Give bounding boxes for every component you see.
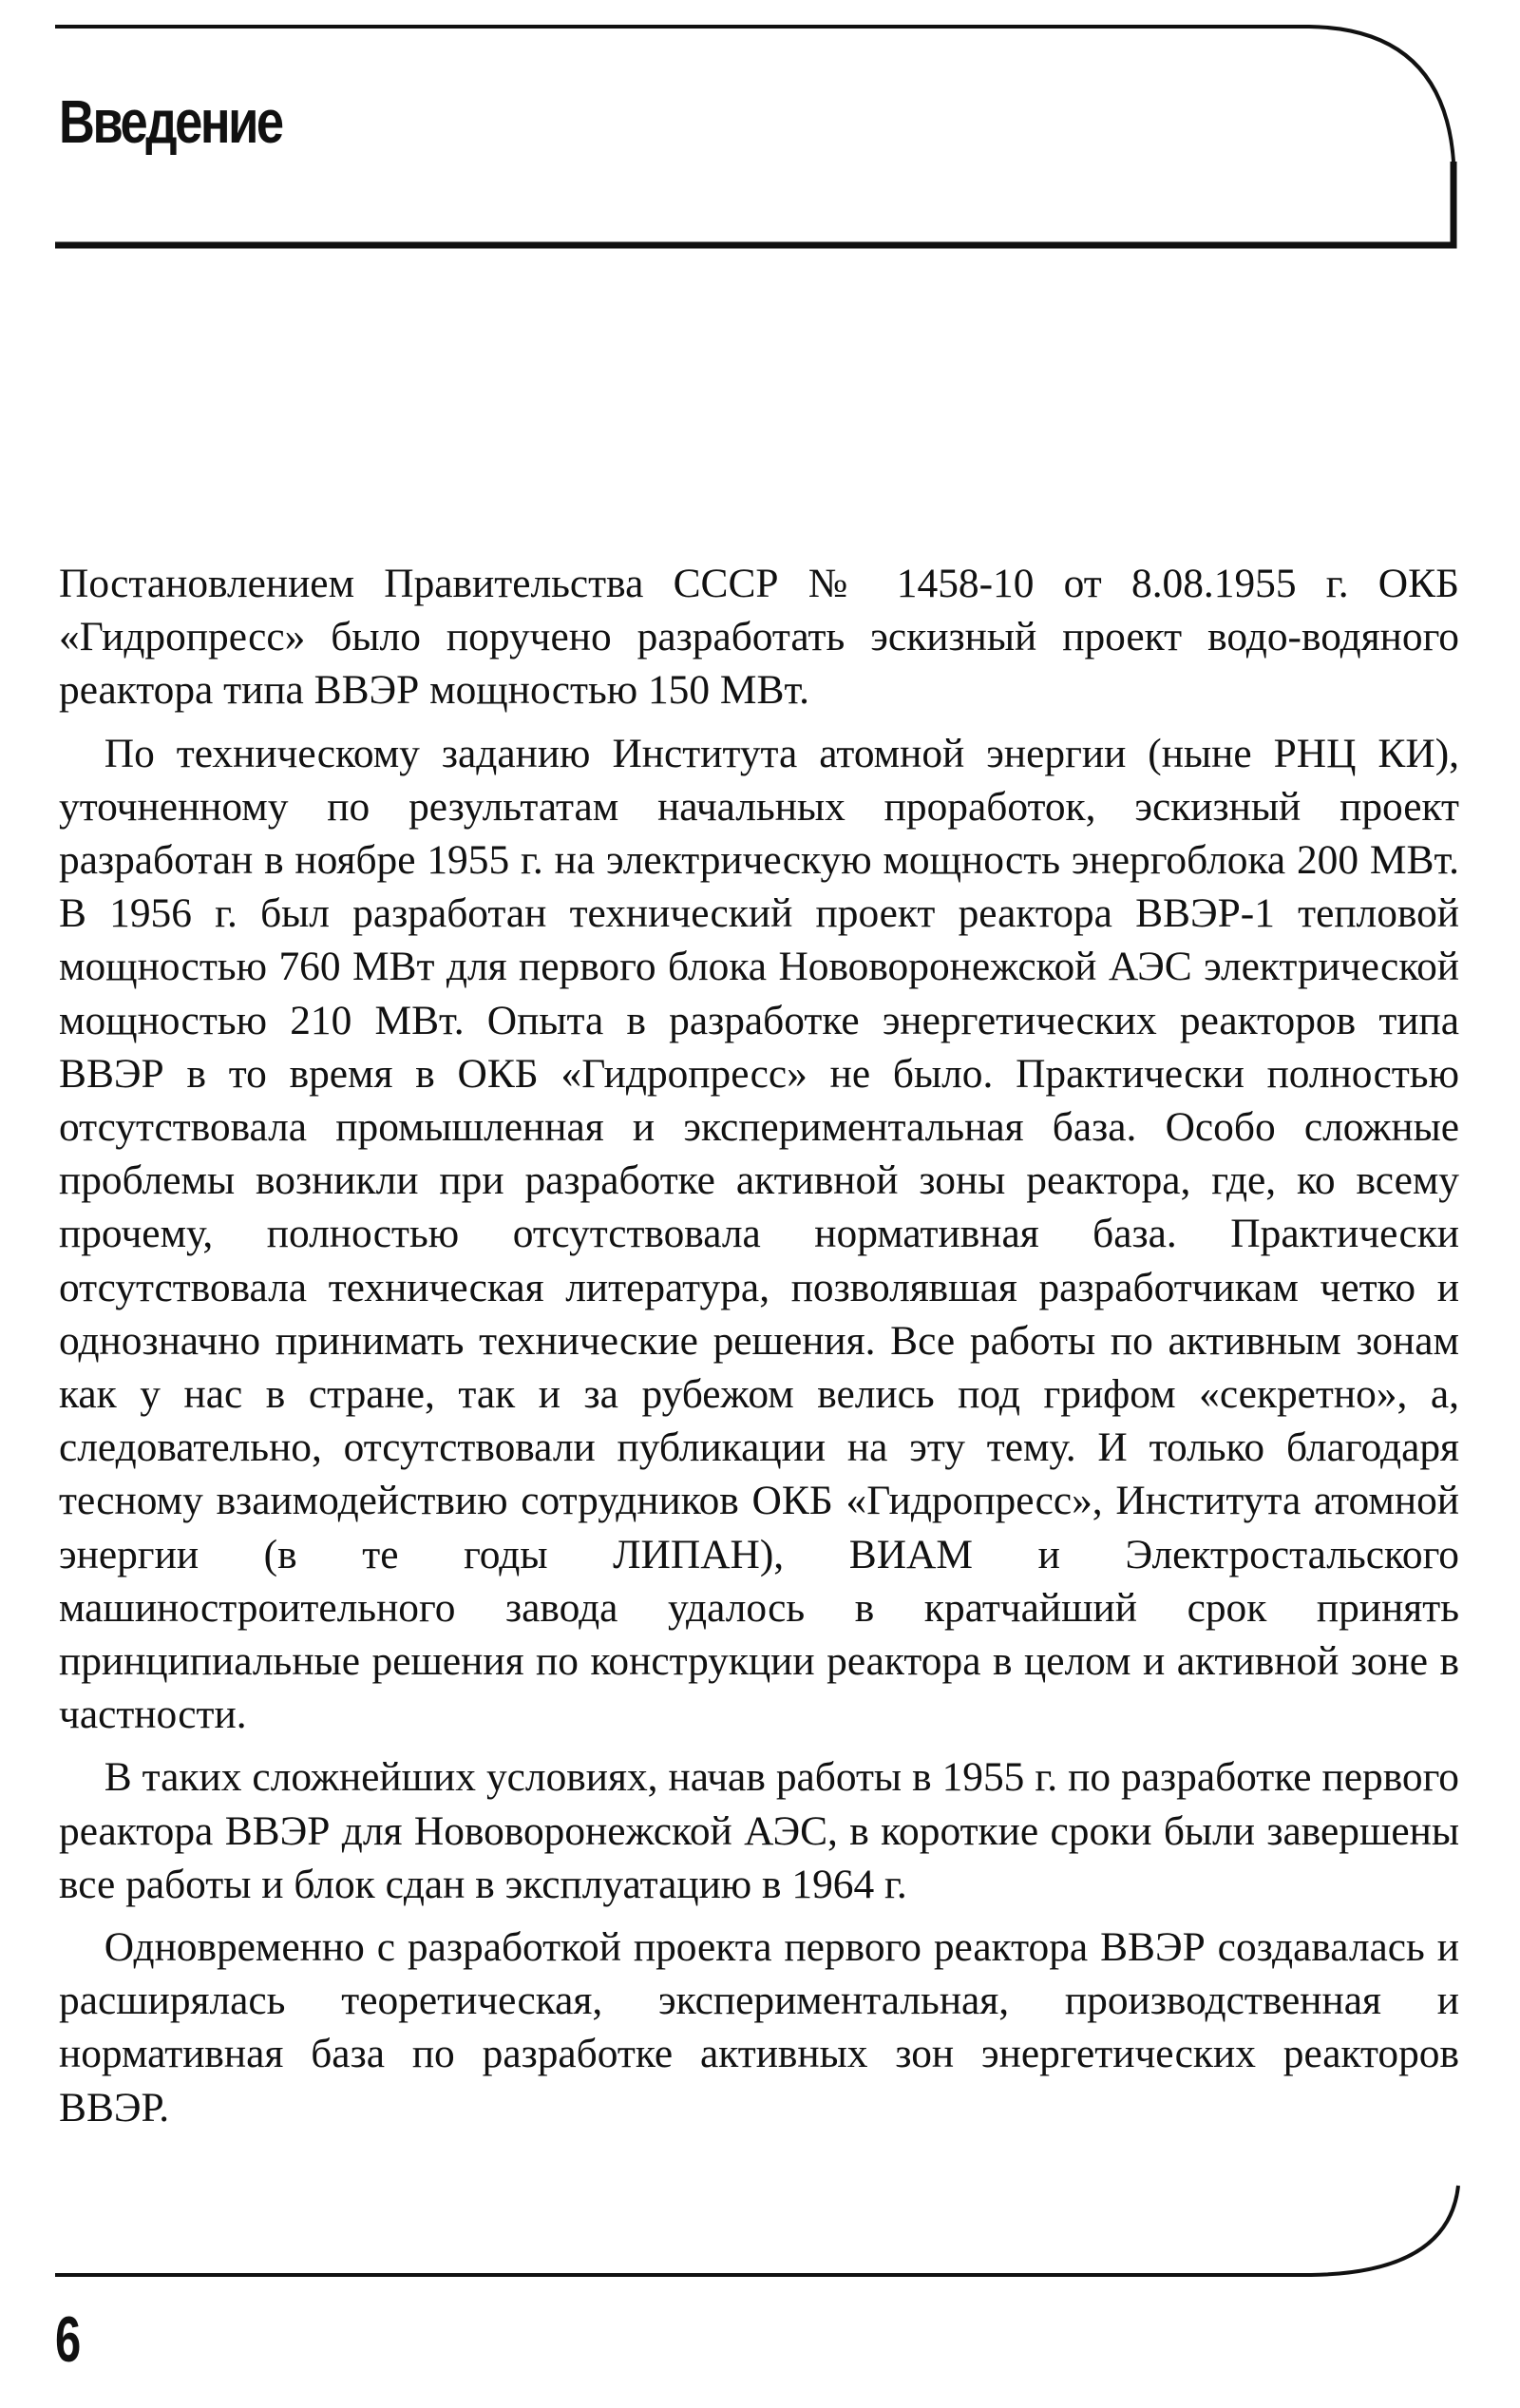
paragraph: В таких сложнейших условиях, начав работы в 1955 г. по разработке первого реактора ВВЭР для Нововоронежской АЭС, в короткие сроки были завершены все работы и блок сдан в эксплуатацию в 1964 г. — [59, 1754, 1459, 1907]
paragraph: По техническому заданию Института атомной энергии (ныне РНЦ КИ), уточненному по результатам начальных проработок, эскизный проект разработан в ноябре 1955 г. на электрическую мощность энергоблока 200 МВт. В 1956 г. был разработан технический проект реактора ВВЭР-1 тепловой мощностью 760 МВт для первого блока Нововоронежской АЭС электрической мощностью 210 МВт. Опыта в разработке энергетических реакторов типа ВВЭР в то время в ОКБ «Гидропресс» не было. Практически полностью отсутствовала промышленная и экспериментальная база. Особо сложные проблемы возникли при разработке активной зоны реактора, где, ко всему прочему, полностью отсутствовала нормативная база. Практически отсутствовала техническая литература, позволявшая разработчикам четко и однозначно принимать технические решения. Все работы по активным зонам как у нас в стране, так и за рубежом велись под грифом «секретно», а, следовательно, отсутствовали публикации на эту тему. И только благодаря тесному взаимодействию сотрудников ОКБ «Гидропресс», Института атомной энергии (в те годы ЛИПАН), ВИАМ и Электростальского машиностроительного завода удалось в кратчайший срок принять принципиальные решения по конструкции реактора в целом и активной зоне в частности. — [59, 730, 1459, 1738]
paragraph: Постановлением Правительства СССР № 1458-10 от 8.08.1955 г. ОКБ «Гидропресс» было поручено разработать эскизный проект водо-водяного реактора типа ВВЭР мощностью 150 МВт. — [59, 561, 1459, 714]
footer-rule-curve — [55, 2186, 1458, 2275]
page-number: 6 — [55, 2303, 82, 2376]
body-text — [59, 557, 1459, 2144]
header-underline — [55, 162, 1454, 245]
paragraph: Одновременно с разработкой проекта первого реактора ВВЭР создавалась и расширялась теоретическая, экспериментальная, производственная и нормативная база по разработке активных зон энергетических реакторов ВВЭР. — [59, 1924, 1459, 2131]
page-title: Введение — [59, 87, 282, 156]
